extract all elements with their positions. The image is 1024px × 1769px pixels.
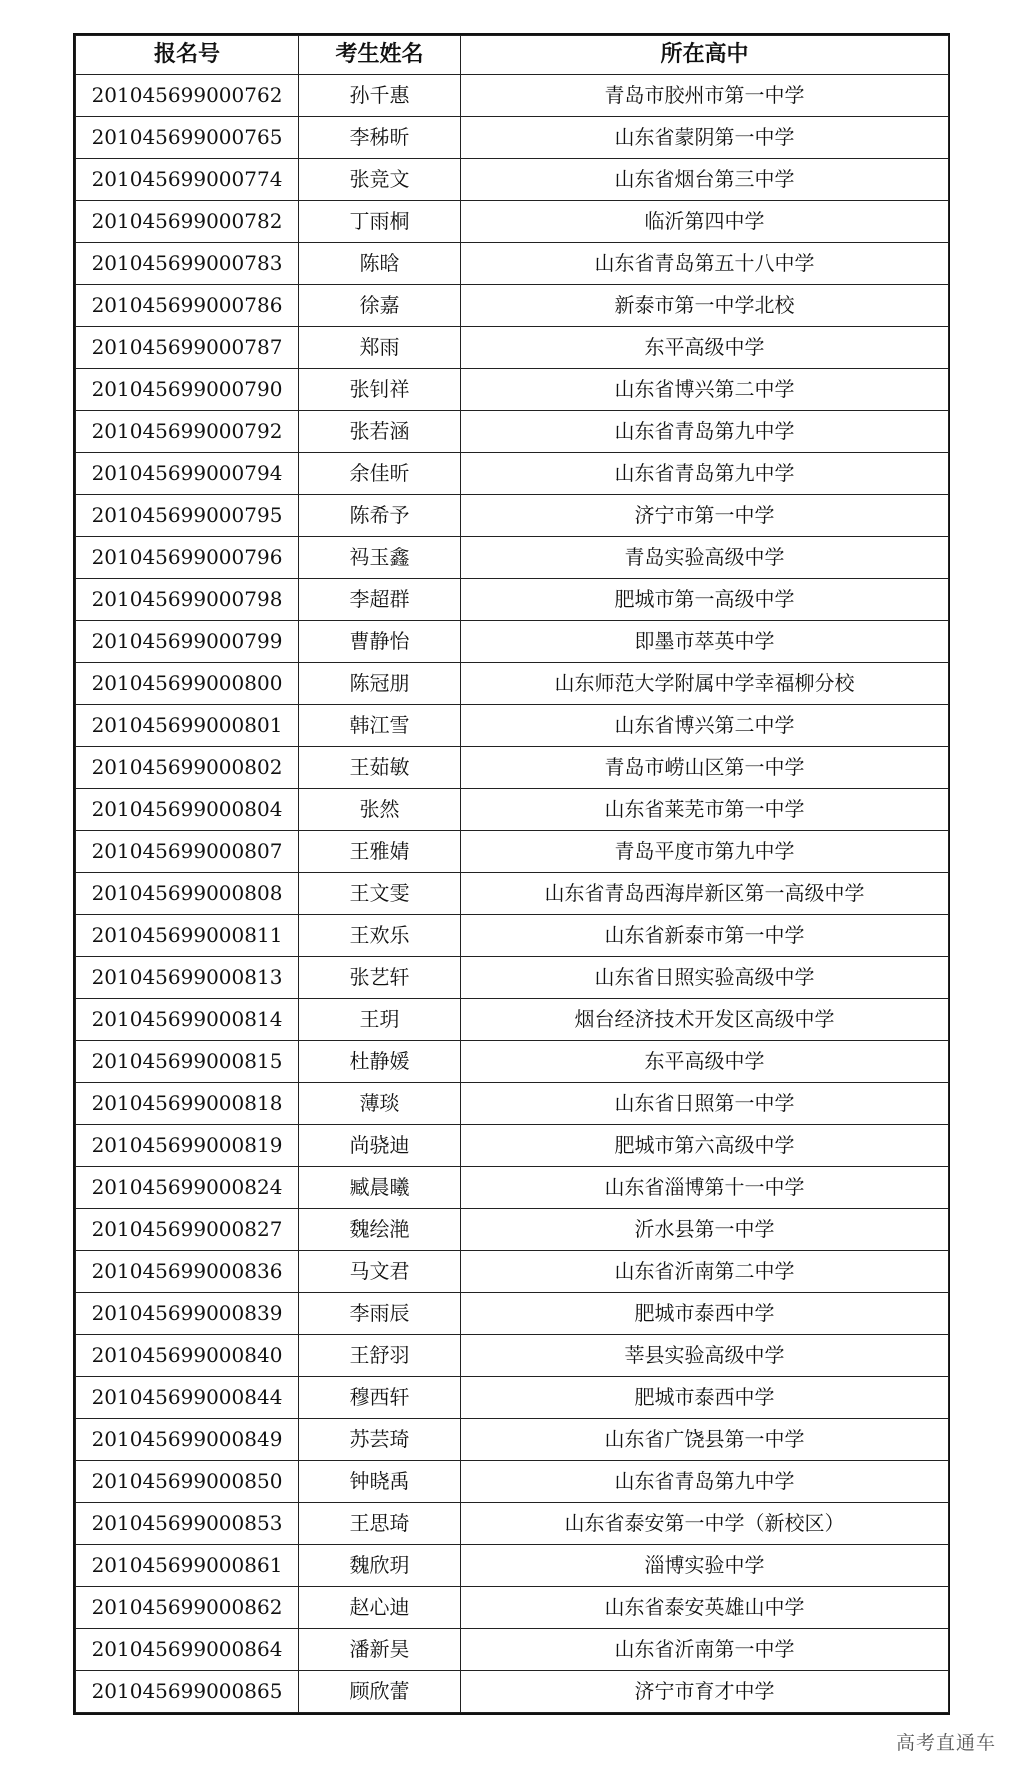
cell-registration-number: 201045699000795 — [76, 495, 299, 537]
table-row — [76, 411, 949, 453]
table-row — [76, 537, 949, 579]
cell-registration-number: 201045699000796 — [76, 537, 299, 579]
cell-student-name: 苏芸琦 — [299, 1419, 461, 1461]
cell-student-name: 丁雨桐 — [299, 201, 461, 243]
table-body — [76, 75, 949, 1713]
cell-student-name: 孙千惠 — [299, 75, 461, 117]
cell-registration-number: 201045699000774 — [76, 159, 299, 201]
cell-student-name: 尚骁迪 — [299, 1125, 461, 1167]
cell-student-name: 杜静媛 — [299, 1041, 461, 1083]
header-registration-number: 报名号 — [76, 36, 299, 75]
cell-high-school: 青岛市胶州市第一中学 — [461, 75, 949, 117]
table-row — [76, 1083, 949, 1125]
cell-student-name: 臧晨曦 — [299, 1167, 461, 1209]
cell-registration-number: 201045699000827 — [76, 1209, 299, 1251]
table-row — [76, 201, 949, 243]
table-row — [76, 369, 949, 411]
table-row — [76, 1545, 949, 1587]
cell-high-school: 山东省青岛第五十八中学 — [461, 243, 949, 285]
cell-high-school: 临沂第四中学 — [461, 201, 949, 243]
table-row — [76, 1335, 949, 1377]
cell-student-name: 陈希予 — [299, 495, 461, 537]
cell-student-name: 赵心迪 — [299, 1587, 461, 1629]
cell-registration-number: 201045699000811 — [76, 915, 299, 957]
cell-registration-number: 201045699000865 — [76, 1671, 299, 1713]
cell-student-name: 潘新昊 — [299, 1629, 461, 1671]
cell-registration-number: 201045699000765 — [76, 117, 299, 159]
cell-high-school: 沂水县第一中学 — [461, 1209, 949, 1251]
cell-high-school: 山东省泰安第一中学（新校区） — [461, 1503, 949, 1545]
cell-registration-number: 201045699000808 — [76, 873, 299, 915]
cell-registration-number: 201045699000786 — [76, 285, 299, 327]
cell-high-school: 山东省博兴第二中学 — [461, 705, 949, 747]
cell-student-name: 李秭昕 — [299, 117, 461, 159]
cell-high-school: 青岛实验高级中学 — [461, 537, 949, 579]
cell-high-school: 烟台经济技术开发区高级中学 — [461, 999, 949, 1041]
table-row — [76, 789, 949, 831]
cell-student-name: 张然 — [299, 789, 461, 831]
cell-high-school: 山东省广饶县第一中学 — [461, 1419, 949, 1461]
table-row — [76, 285, 949, 327]
cell-registration-number: 201045699000815 — [76, 1041, 299, 1083]
cell-student-name: 余佳昕 — [299, 453, 461, 495]
cell-high-school: 山东省泰安英雄山中学 — [461, 1587, 949, 1629]
cell-registration-number: 201045699000819 — [76, 1125, 299, 1167]
table-row — [76, 495, 949, 537]
table-row — [76, 747, 949, 789]
cell-high-school: 山东省新泰市第一中学 — [461, 915, 949, 957]
cell-registration-number: 201045699000790 — [76, 369, 299, 411]
cell-student-name: 张艺轩 — [299, 957, 461, 999]
header-student-name: 考生姓名 — [299, 36, 461, 75]
cell-registration-number: 201045699000861 — [76, 1545, 299, 1587]
roster-sheet — [73, 33, 950, 1715]
cell-registration-number: 201045699000824 — [76, 1167, 299, 1209]
cell-registration-number: 201045699000840 — [76, 1335, 299, 1377]
table-row — [76, 117, 949, 159]
table-row — [76, 1461, 949, 1503]
cell-high-school: 肥城市泰西中学 — [461, 1293, 949, 1335]
cell-high-school: 山东省蒙阴第一中学 — [461, 117, 949, 159]
cell-high-school: 山东省日照第一中学 — [461, 1083, 949, 1125]
cell-high-school: 山东省青岛第九中学 — [461, 453, 949, 495]
cell-student-name: 陈晗 — [299, 243, 461, 285]
cell-high-school: 山东省莱芜市第一中学 — [461, 789, 949, 831]
table-row — [76, 1587, 949, 1629]
cell-student-name: 王舒羽 — [299, 1335, 461, 1377]
table-row — [76, 579, 949, 621]
cell-student-name: 张竞文 — [299, 159, 461, 201]
table-row — [76, 663, 949, 705]
cell-registration-number: 201045699000853 — [76, 1503, 299, 1545]
student-roster-table — [75, 35, 949, 1713]
cell-registration-number: 201045699000818 — [76, 1083, 299, 1125]
cell-high-school: 东平高级中学 — [461, 1041, 949, 1083]
cell-high-school: 肥城市泰西中学 — [461, 1377, 949, 1419]
table-row — [76, 621, 949, 663]
cell-high-school: 山东省沂南第二中学 — [461, 1251, 949, 1293]
cell-registration-number: 201045699000798 — [76, 579, 299, 621]
cell-registration-number: 201045699000813 — [76, 957, 299, 999]
cell-high-school: 山东省沂南第一中学 — [461, 1629, 949, 1671]
cell-high-school: 山东师范大学附属中学幸福柳分校 — [461, 663, 949, 705]
cell-high-school: 淄博实验中学 — [461, 1545, 949, 1587]
cell-high-school: 东平高级中学 — [461, 327, 949, 369]
cell-registration-number: 201045699000850 — [76, 1461, 299, 1503]
cell-high-school: 青岛市崂山区第一中学 — [461, 747, 949, 789]
cell-registration-number: 201045699000844 — [76, 1377, 299, 1419]
cell-registration-number: 201045699000792 — [76, 411, 299, 453]
cell-high-school: 山东省青岛第九中学 — [461, 1461, 949, 1503]
table-row — [76, 243, 949, 285]
cell-registration-number: 201045699000783 — [76, 243, 299, 285]
table-row — [76, 1209, 949, 1251]
cell-high-school: 即墨市萃英中学 — [461, 621, 949, 663]
cell-high-school: 山东省淄博第十一中学 — [461, 1167, 949, 1209]
table-row — [76, 1041, 949, 1083]
table-row — [76, 1251, 949, 1293]
watermark-label: 高考直通车 — [895, 1732, 996, 1754]
cell-high-school: 莘县实验高级中学 — [461, 1335, 949, 1377]
table-row — [76, 1503, 949, 1545]
table-row — [76, 705, 949, 747]
cell-high-school: 山东省青岛第九中学 — [461, 411, 949, 453]
cell-high-school: 肥城市第六高级中学 — [461, 1125, 949, 1167]
cell-registration-number: 201045699000787 — [76, 327, 299, 369]
table-row — [76, 327, 949, 369]
table-row — [76, 1125, 949, 1167]
cell-registration-number: 201045699000799 — [76, 621, 299, 663]
cell-registration-number: 201045699000862 — [76, 1587, 299, 1629]
table-row — [76, 1167, 949, 1209]
cell-high-school: 青岛平度市第九中学 — [461, 831, 949, 873]
cell-student-name: 曹静怡 — [299, 621, 461, 663]
table-header — [76, 36, 949, 75]
cell-registration-number: 201045699000839 — [76, 1293, 299, 1335]
cell-student-name: 李雨辰 — [299, 1293, 461, 1335]
table-row — [76, 1377, 949, 1419]
cell-student-name: 张若涵 — [299, 411, 461, 453]
cell-high-school: 山东省博兴第二中学 — [461, 369, 949, 411]
cell-student-name: 祃玉鑫 — [299, 537, 461, 579]
cell-high-school: 济宁市第一中学 — [461, 495, 949, 537]
cell-student-name: 张钊祥 — [299, 369, 461, 411]
table-row — [76, 873, 949, 915]
cell-student-name: 顾欣蕾 — [299, 1671, 461, 1713]
cell-student-name: 钟晓禹 — [299, 1461, 461, 1503]
cell-high-school: 山东省烟台第三中学 — [461, 159, 949, 201]
table-row — [76, 1419, 949, 1461]
cell-student-name: 穆西轩 — [299, 1377, 461, 1419]
cell-registration-number: 201045699000804 — [76, 789, 299, 831]
cell-student-name: 王茹敏 — [299, 747, 461, 789]
cell-student-name: 徐嘉 — [299, 285, 461, 327]
cell-registration-number: 201045699000807 — [76, 831, 299, 873]
cell-high-school: 山东省日照实验高级中学 — [461, 957, 949, 999]
cell-registration-number: 201045699000849 — [76, 1419, 299, 1461]
table-row — [76, 999, 949, 1041]
cell-student-name: 王思琦 — [299, 1503, 461, 1545]
header-row — [76, 36, 949, 75]
cell-student-name: 薄琰 — [299, 1083, 461, 1125]
cell-student-name: 郑雨 — [299, 327, 461, 369]
cell-student-name: 陈冠朋 — [299, 663, 461, 705]
table-row — [76, 915, 949, 957]
table-row — [76, 453, 949, 495]
table-row — [76, 957, 949, 999]
cell-student-name: 魏绘滟 — [299, 1209, 461, 1251]
cell-registration-number: 201045699000794 — [76, 453, 299, 495]
cell-registration-number: 201045699000814 — [76, 999, 299, 1041]
cell-registration-number: 201045699000762 — [76, 75, 299, 117]
cell-registration-number: 201045699000864 — [76, 1629, 299, 1671]
cell-registration-number: 201045699000800 — [76, 663, 299, 705]
header-high-school: 所在高中 — [461, 36, 949, 75]
cell-registration-number: 201045699000801 — [76, 705, 299, 747]
cell-registration-number: 201045699000782 — [76, 201, 299, 243]
cell-registration-number: 201045699000802 — [76, 747, 299, 789]
table-row — [76, 75, 949, 117]
cell-high-school: 济宁市育才中学 — [461, 1671, 949, 1713]
cell-student-name: 李超群 — [299, 579, 461, 621]
cell-student-name: 魏欣玥 — [299, 1545, 461, 1587]
cell-high-school: 山东省青岛西海岸新区第一高级中学 — [461, 873, 949, 915]
table-row — [76, 831, 949, 873]
cell-student-name: 王玥 — [299, 999, 461, 1041]
cell-student-name: 王雅婧 — [299, 831, 461, 873]
table-row — [76, 1671, 949, 1713]
table-row — [76, 1293, 949, 1335]
table-row — [76, 1629, 949, 1671]
table-row — [76, 159, 949, 201]
cell-registration-number: 201045699000836 — [76, 1251, 299, 1293]
cell-student-name: 韩江雪 — [299, 705, 461, 747]
cell-student-name: 马文君 — [299, 1251, 461, 1293]
cell-high-school: 新泰市第一中学北校 — [461, 285, 949, 327]
cell-student-name: 王文雯 — [299, 873, 461, 915]
cell-student-name: 王欢乐 — [299, 915, 461, 957]
cell-high-school: 肥城市第一高级中学 — [461, 579, 949, 621]
